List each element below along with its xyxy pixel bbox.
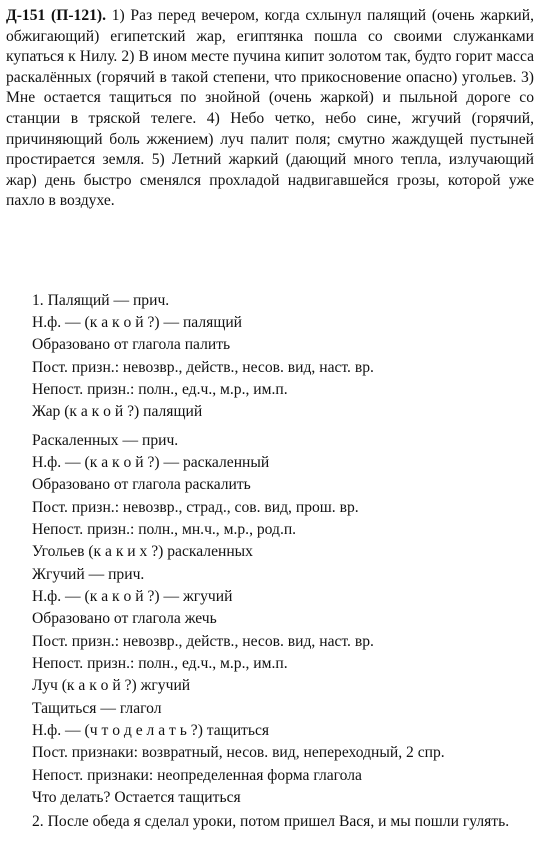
analysis-line: Луч (к а к о й ?) жгучий xyxy=(32,676,191,694)
analysis-line: Жгучий — прич. xyxy=(32,566,145,583)
analysis-line: Непост. призн.: полн., ед.ч., м.р., им.п. xyxy=(32,654,288,672)
analysis-block-tashchitsya xyxy=(32,698,532,809)
analysis-line: Жар (к а к о й ?) палящий xyxy=(32,402,203,420)
analysis-line: 1. Палящий — прич. xyxy=(32,292,170,309)
analysis-line: Пост. призн.: невозвр., действ., несов. вид, наст. вр. xyxy=(32,358,374,376)
analysis-block-zhguchiy xyxy=(32,564,532,697)
analysis-block-raskalennykh xyxy=(32,430,532,563)
analysis-line: Образовано от глагола раскалить xyxy=(32,476,251,494)
analysis-line: Тащиться — глагол xyxy=(32,700,162,717)
analysis-line: Пост. признаки: возвратный, несов. вид, непереходный, 2 спр. xyxy=(32,744,445,762)
analysis-line: Непост. призн.: полн., ед.ч., м.р., им.п. xyxy=(32,380,288,398)
closing-sentence: 2. После обеда я сделал уроки, потом пришел Вася, и мы пошли гулять. xyxy=(32,813,510,830)
exercise-label: Д-151 (П-121). xyxy=(6,7,107,24)
exercise-text xyxy=(6,6,534,212)
exercise-body: 1) Раз перед вечером, когда схлынул палящий (очень жаркий, обжигающий) египетский жар, египтянка пошла со своими служанками купаться к Нилу. 2) В ином месте пучина кипит золотом так, будто горит масса раскалённых (горячий в такой степени, что прикосновение опасно) угольев. 3) Мне остается тащиться по знойной (очень жаркой) и пыльной дороге со станции в тряской телеге. 4) Небо четко, небо сине, жгучий (горячий, причиняющий боль жжением) луч палит поля; смутно жаждущей пустыней простирается земля. 5) Летний жаркий (дающий много тепла, излучающий жар) день быстро сменялся прохладой надвигавшейся грозы, которой уже пахло в воздухе. xyxy=(6,7,534,210)
analysis-line: Образовано от глагола палить xyxy=(32,336,231,354)
analysis-line: Что делать? Остается тащиться xyxy=(32,788,241,806)
analysis-line: Н.ф. — (к а к о й ?) — палящий xyxy=(32,314,243,332)
analysis-line: Угольев (к а к и х ?) раскаленных xyxy=(32,542,253,560)
analysis-line: Непост. призн.: полн., мн.ч., м.р., род.п. xyxy=(32,520,297,538)
analysis-line: Раскаленных — прич. xyxy=(32,432,179,449)
analysis-block-palyashchiy xyxy=(32,290,532,423)
analysis-line: Пост. призн.: невозвр., страд., сов. вид, прош. вр. xyxy=(32,498,359,516)
analysis-line: Н.ф. — (к а к о й ?) — жгучий xyxy=(32,588,233,606)
analysis-line: Н.ф. — (к а к о й ?) — раскаленный xyxy=(32,454,270,472)
analysis-line: Непост. признаки: неопределенная форма глагола xyxy=(32,766,362,784)
analysis-line: Н.ф. — (ч т о д е л а т ь ?) тащиться xyxy=(32,722,270,740)
analysis-line: Пост. призн.: невозвр., действ., несов. вид, наст. вр. xyxy=(32,632,374,650)
analysis-line: Образовано от глагола жечь xyxy=(32,610,217,628)
